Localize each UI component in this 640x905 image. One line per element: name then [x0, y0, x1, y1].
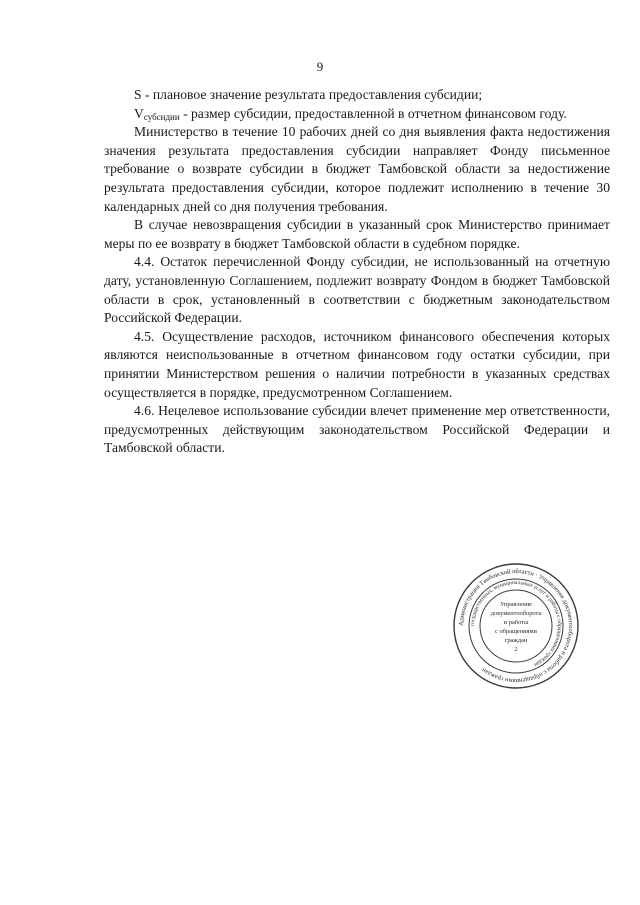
- v-definition-text: - размер субсидии, предоставленной в отчетном финансовом году.: [179, 105, 567, 121]
- stamp-center-line-4: с обращениями: [495, 628, 537, 635]
- formula-v-definition: [104, 105, 610, 124]
- stamp-center-line-5: граждан: [504, 637, 528, 644]
- paragraph-4-4: 4.4. Остаток перечисленной Фонду субсидии, не использованный на отчетную дату, установленную Соглашением, подлежит возврату Фондом в бюджет Тамбовской области в срок, установленный в соответствии с бюджетным законодательством Российской Федерации.: [104, 254, 610, 326]
- paragraph-4-5: 4.5. Осуществление расходов, источником финансового обеспечения которых являются неиспользованные в отчетном финансовом году остатки субсидии, при принятии Министерством решения о наличии потребности в указанных средствах осуществляется в порядке, предусмотренном Соглашением.: [104, 328, 610, 400]
- paragraph-court-recovery: В случае невозвращения субсидии в указанный срок Министерство принимает меры по ее возврату в бюджет Тамбовской области в судебном порядке.: [104, 217, 610, 251]
- stamp-outer-ring: Администрация Тамбовской области · Управление документооборота и работы с обращениями граждан: [457, 567, 575, 685]
- stamp-center-line-3: и работы: [503, 619, 529, 626]
- v-symbol: V: [134, 105, 144, 121]
- paragraph-ministry-requirement: Министерство в течение 10 рабочих дней со дня выявления факта недостижения значения результата предоставления субсидии направляет Фонду письменное требование о возврате субсидии в бюджет Тамбовской области за недостижение результата предоставления субсидии, которое подлежит исполнению в течение 30 календарных дней со дня получения требования.: [104, 124, 610, 214]
- document-body: [104, 86, 610, 458]
- official-stamp: [452, 562, 580, 690]
- paragraph-4-6: 4.6. Нецелевое использование субсидии влечет применение мер ответственности, предусмотренных действующим законодательством Российской Федерации и Тамбовской области.: [104, 403, 610, 456]
- formula-s-definition: S - плановое значение результата предоставления субсидии;: [134, 87, 483, 102]
- stamp-inner-ring: государственных, муниципальных услуг и работы с обращениями граждан: [469, 579, 563, 668]
- page-number: 9: [316, 59, 324, 74]
- stamp-seal: [452, 562, 580, 690]
- stamp-center-line-1: Управление: [499, 601, 533, 608]
- stamp-center-line-6: 2: [514, 646, 518, 653]
- stamp-center-line-2: документооборота: [490, 610, 542, 617]
- v-subscript: субсидии: [143, 111, 180, 122]
